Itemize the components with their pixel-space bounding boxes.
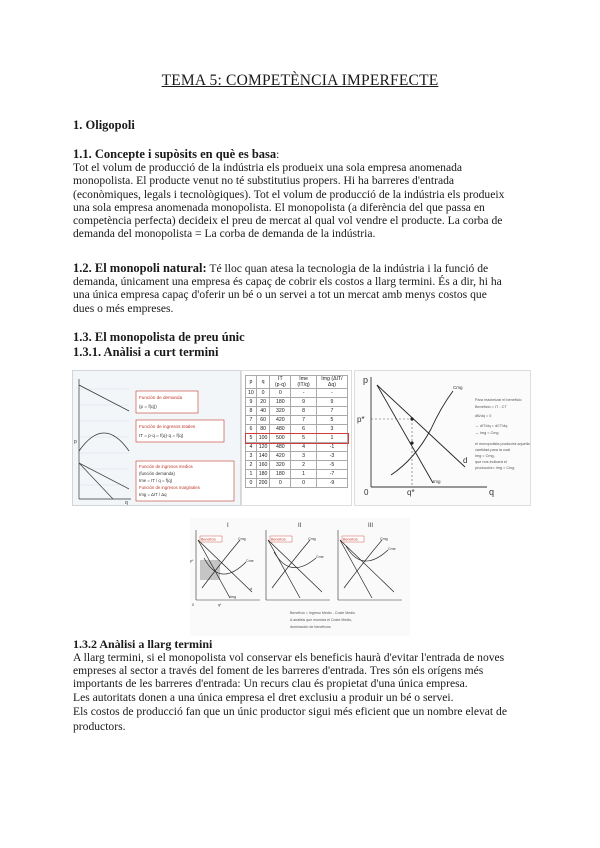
table-cell: 1 — [246, 470, 257, 479]
col-header: p — [246, 376, 257, 389]
q-axis-label: q — [489, 487, 495, 497]
note: que nos indicará el — [475, 460, 507, 464]
note: → Img = Cmg — [475, 431, 499, 435]
table-cell: 320 — [270, 461, 291, 470]
table-cell: -7 — [316, 470, 347, 479]
heading-1-3-2: 1.3.2 Anàlisi a llarg termini — [73, 637, 213, 651]
note: producción: Img = Cmg — [475, 466, 515, 470]
table-row — [246, 398, 348, 407]
table-cell: 2 — [291, 461, 317, 470]
panel-ii — [266, 530, 330, 600]
table-cell: 500 — [270, 434, 291, 443]
table-row — [246, 443, 348, 452]
label: Función de ingresos medios — [139, 464, 193, 469]
table-cell: 6 — [246, 425, 257, 434]
figure-revenue-table — [241, 370, 352, 506]
table-cell: 480 — [270, 443, 291, 452]
table-cell: 200 — [256, 479, 270, 488]
table-cell: 3 — [246, 452, 257, 461]
table-cell: -3 — [316, 452, 347, 461]
table-body — [246, 389, 348, 488]
caption-line: A anàlisis que muestra el Coste Medio, — [290, 618, 353, 622]
profit-panels-svg — [190, 518, 410, 636]
svg-text:Cme: Cme — [316, 555, 324, 559]
note: Img = Cmg, — [475, 454, 495, 458]
table-cell: 4 — [291, 443, 317, 452]
heading-1-3: 1.3. El monopolista de preu únic — [73, 330, 245, 344]
table-cell: 7 — [316, 407, 347, 416]
table-cell: 0 — [270, 389, 291, 398]
page-title: TEMA 5: COMPETÈNCIA IMPERFECTE — [161, 72, 439, 89]
table-row — [246, 416, 348, 425]
caption-line: Beneficio = Ingreso Medio - Coste Medio — [290, 611, 356, 615]
table-cell: 10 — [246, 389, 257, 398]
table-cell: 40 — [256, 407, 270, 416]
table-cell: 180 — [270, 398, 291, 407]
table-cell: 3 — [291, 452, 317, 461]
svg-text:Img: Img — [230, 595, 236, 599]
label: (función demanda) — [139, 471, 175, 476]
table-cell: 480 — [270, 425, 291, 434]
panel-i — [190, 530, 260, 607]
qstar-label: q* — [407, 488, 415, 497]
table-cell: 20 — [256, 398, 270, 407]
note: el monopolista producirá aquella — [475, 442, 530, 446]
svg-text:Beneficio: Beneficio — [343, 537, 358, 542]
section-1-3-2 — [73, 637, 543, 733]
section-heading-oligopoli: 1. Oligopoli — [73, 118, 135, 132]
panel-label: II — [298, 523, 302, 529]
svg-text:0: 0 — [192, 603, 194, 607]
svg-text:Beneficio: Beneficio — [201, 537, 216, 542]
col-header: Ime (IT/q) — [291, 376, 317, 389]
note: → dIT/dq = dCT/dq — [475, 424, 508, 428]
svg-text:p*: p* — [190, 559, 194, 563]
line: competència perfecta) decideix el preu de mercat al qual vol vendre el producte. La corba de — [73, 214, 503, 228]
table-cell: 80 — [256, 425, 270, 434]
table-row — [246, 452, 348, 461]
table-cell: -1 — [316, 443, 347, 452]
line: demanda, únicament una empresa és capaç de cobrir els costos a llarg termini. És a dir, hi ha — [73, 275, 502, 289]
table-cell: 1 — [291, 470, 317, 479]
table-cell: 0 — [256, 389, 270, 398]
table-row — [246, 470, 348, 479]
table-cell: 0 — [246, 479, 257, 488]
figure-profit-panels — [190, 518, 410, 636]
svg-text:Cmg: Cmg — [238, 537, 246, 541]
label: IT = p·q = f(q)·q = f(q) — [139, 433, 184, 438]
label: Img = ΔIT / Δq — [139, 492, 167, 497]
table-row — [246, 389, 348, 398]
panel-iii — [338, 530, 402, 600]
line: Les autoritats donen a una única empresa el dret exclusiu a produir un bé o servei. — [73, 690, 454, 704]
svg-text:Cme: Cme — [246, 559, 254, 563]
table-cell: -9 — [316, 479, 347, 488]
heading-1-2: 1.2. El monopoli natural: — [73, 261, 207, 275]
table-row — [246, 425, 348, 434]
line: una sola empresa anomenada monopolista. El monopolista (a diferència del que passa en — [73, 200, 485, 214]
table-row — [246, 434, 348, 443]
total-revenue-curve — [79, 433, 129, 451]
origin-label: 0 — [364, 488, 369, 497]
equilibrium-svg — [355, 371, 530, 505]
pstar-label: p* — [357, 415, 365, 424]
table-cell: 140 — [256, 452, 270, 461]
section-1-1: 1.1. Concepte i supòsits en què es basa: Tot el volum de producció de la indústria els produeix una sola empresa anomenada monopolista. El producte venut no té substitutius propers. Hi ha barreres d'entrada (econòmiques, legals i tecnològiques). Tot el volum de producció de la indústria els produeix una sola empresa anomenada monopolista. El monopolista (a diferència del que passa en competència perfecta) decideix el preu de mercat al qual vol vendre el producte. La corba de demanda del monopolista = La corba de demanda de la indústria. — [73, 148, 531, 240]
table-row — [246, 479, 348, 488]
demand-label: d — [463, 456, 468, 465]
heading-1-1: 1.1. Concepte i supòsits en què es basa — [73, 147, 277, 161]
table-cell: 120 — [256, 443, 270, 452]
note: Beneficio = IT - CT — [475, 405, 507, 409]
line: dues o més empreses. — [73, 301, 174, 315]
table-cell: 8 — [291, 407, 317, 416]
line: monopolista. El producte venut no té substitutius propers. Hi ha barreres d'entrada — [73, 174, 455, 188]
svg-text:Beneficio: Beneficio — [271, 537, 286, 542]
table-cell: 4 — [246, 443, 257, 452]
table-cell: - — [291, 389, 317, 398]
table-row — [246, 461, 348, 470]
note: dB/dq = 0 — [475, 414, 492, 418]
line: empreses al sector a través del foment de les barreres d'entrada. Tres són els orígens més — [73, 664, 484, 678]
table-cell: 5 — [246, 434, 257, 443]
cmg-label: Cmg — [453, 385, 463, 390]
table-cell: 5 — [291, 434, 317, 443]
svg-text:Cme: Cme — [388, 547, 396, 551]
table-cell: 60 — [256, 416, 270, 425]
table-cell: 0 — [270, 479, 291, 488]
label: Ime = IT / q = f(q) — [139, 478, 173, 483]
table-cell: 100 — [256, 434, 270, 443]
line: A llarg termini, si el monopolista vol conservar els beneficis haurà d'evitar l'entrada de noves — [73, 651, 505, 664]
line: productors. — [73, 720, 126, 734]
table-header-row — [246, 376, 348, 389]
table-cell: 2 — [246, 461, 257, 470]
table-cell: 180 — [270, 470, 291, 479]
section-1-2: 1.2. El monopoli natural: Té lloc quan atesa la tecnologia de la indústria i la funció de demanda, únicament una empresa és capaç de cobrir els costos a llarg termini. És a dir, hi ha una única empresa capaç d'oferir un bé o un servei a tot un mercat amb menys costos que dues o més empreses. — [73, 262, 531, 315]
caption-line: dominación de beneficios. — [290, 625, 332, 629]
equilibrium-point — [410, 417, 413, 420]
line: importants de les barreres d'entrada: Un recurs clau és propietat d'una única empresa. — [73, 677, 468, 691]
table-cell: 3 — [316, 425, 347, 434]
table-cell: 1 — [316, 434, 347, 443]
line: demanda del monopolista = La corba de demanda de la indústria. — [73, 227, 376, 241]
label: Función de ingresos totales — [139, 424, 196, 429]
svg-text:Cmg: Cmg — [308, 537, 316, 541]
note: cantidad para la cual — [475, 448, 511, 452]
demand-line — [377, 385, 468, 467]
panel-label: I — [227, 523, 229, 529]
line: una única empresa capaç d'oferir un bé o un servei a tot un mercat amb menys costos que — [73, 288, 487, 302]
heading-1-3-1: 1.3.1. Anàlisi a curt termini — [73, 345, 219, 359]
col-header: IT (p·q) — [270, 376, 291, 389]
table-cell: 9 — [316, 398, 347, 407]
table-cell: 7 — [291, 416, 317, 425]
table-cell: 5 — [316, 416, 347, 425]
svg-text:Cmg: Cmg — [380, 537, 388, 541]
line: Tot el volum de producció de la indústria els produeix una sola empresa anomenada — [73, 161, 463, 175]
svg-text:q*: q* — [218, 603, 222, 607]
table-cell: -5 — [316, 461, 347, 470]
income-curves-svg — [73, 371, 240, 505]
table-cell: 8 — [246, 407, 257, 416]
table-cell: - — [316, 389, 347, 398]
label: Función de ingresos marginales — [139, 485, 200, 490]
axis-y-label: p — [74, 439, 77, 445]
table-cell: 180 — [256, 470, 270, 479]
marginal-revenue-line — [377, 385, 433, 483]
axis-x-label: q — [125, 500, 128, 505]
table-cell: 9 — [291, 398, 317, 407]
table-cell: 320 — [270, 407, 291, 416]
table-cell: 7 — [246, 416, 257, 425]
revenue-table — [245, 375, 348, 488]
marginal-revenue-line — [79, 463, 113, 499]
panel-label: III — [368, 523, 374, 529]
table-cell: 9 — [246, 398, 257, 407]
table-cell: 420 — [270, 452, 291, 461]
img-label: Img — [433, 479, 441, 484]
table-cell: 6 — [291, 425, 317, 434]
table-row — [246, 407, 348, 416]
col-header: q — [256, 376, 270, 389]
label: Función de demanda — [139, 395, 183, 400]
figure-income-curves — [72, 370, 241, 506]
label: (p = f(q)) — [139, 404, 157, 409]
table-cell: 0 — [291, 479, 317, 488]
col-header: Img (ΔIT/Δq) — [316, 376, 347, 389]
line: Els costos de producció fan que un únic productor sigui més eficient que un nombre elevat de — [73, 704, 507, 718]
p-axis-label: p — [363, 375, 369, 385]
line: (econòmiques, legals i tecnològiques). Tot el volum de producció de la indústria els produeix — [73, 187, 505, 201]
table-cell: 160 — [256, 461, 270, 470]
svg-text:d: d — [250, 587, 252, 591]
table-cell: 420 — [270, 416, 291, 425]
marginal-cost-curve — [391, 391, 453, 475]
note: Para maximizar el beneficio — [475, 398, 522, 402]
figure-equilibrium — [354, 370, 531, 506]
img-cmg-point — [410, 441, 413, 444]
